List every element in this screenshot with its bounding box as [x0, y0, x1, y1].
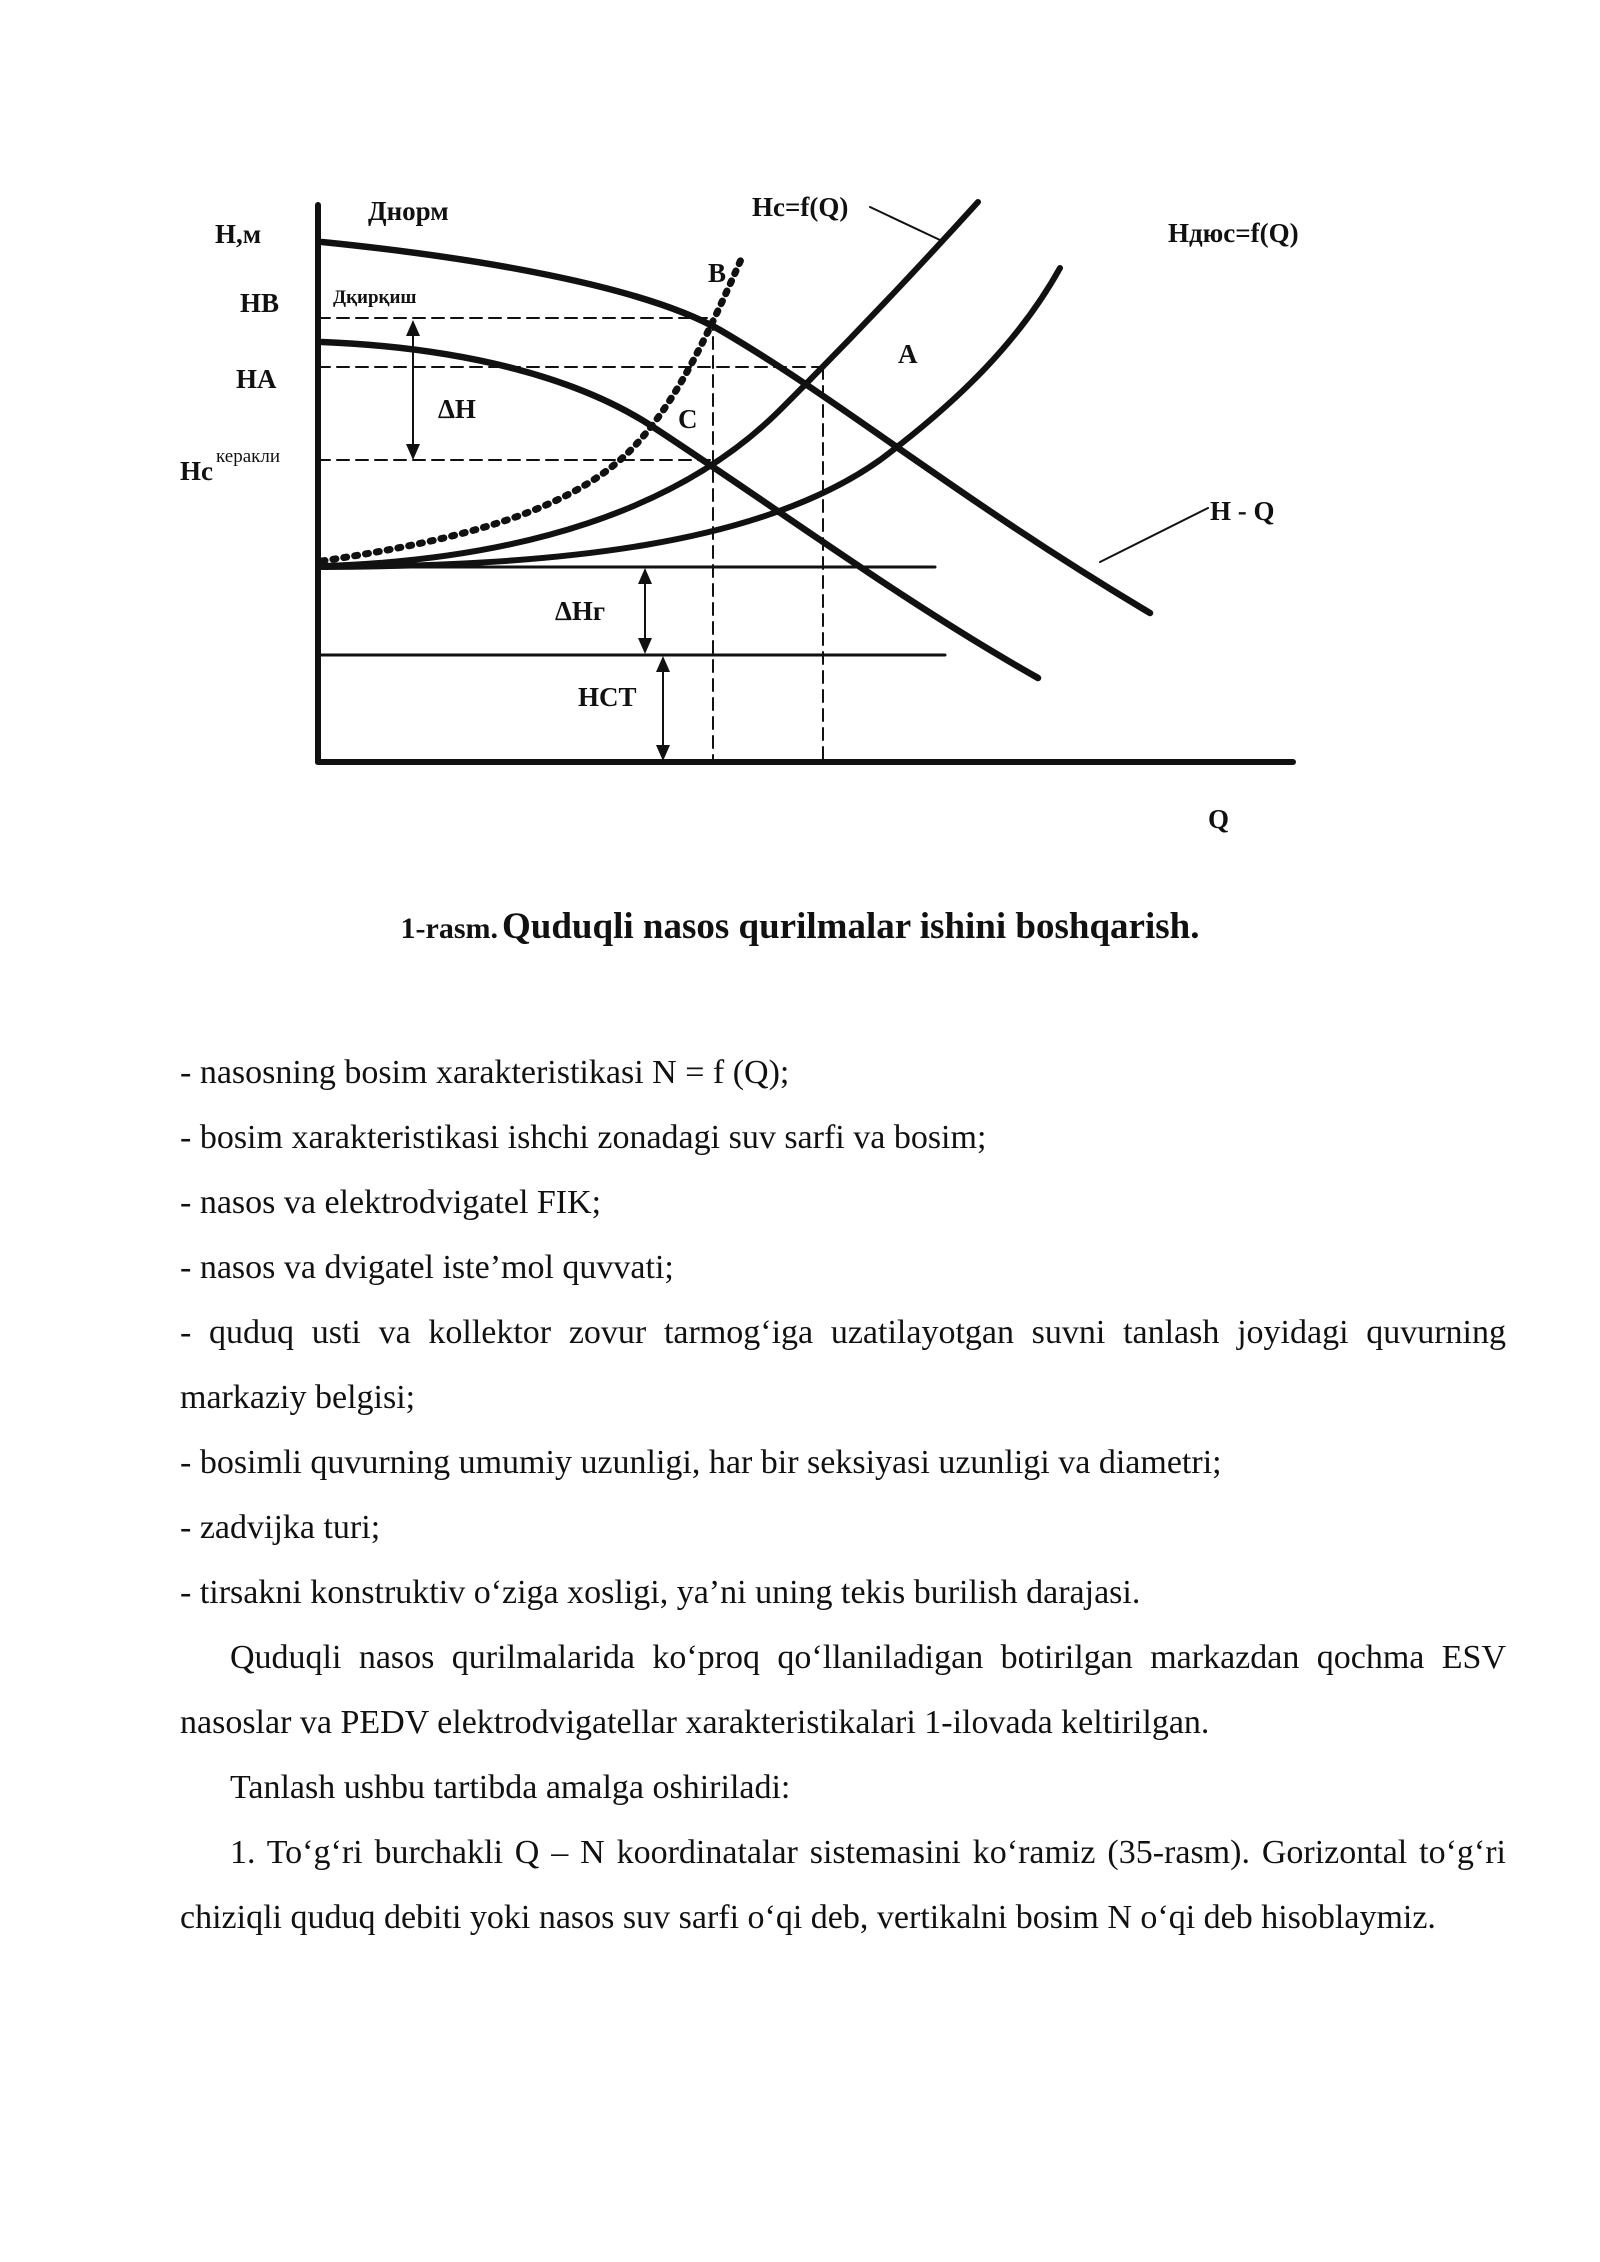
- label-d-norm: Днорм: [368, 196, 449, 226]
- list-item: - quduq usti va kollektor zovur tarmog‘iga uzatilayotgan suvni tanlash joyidagi quvurning markaziy belgisi;: [180, 1314, 1506, 1416]
- label-d-trimmed: Дқирқиш: [333, 287, 417, 308]
- list-item: - bosim xarakteristikasi ishchi zonadagi suv sarfi va bosim;: [180, 1119, 987, 1156]
- hq-leader-line: [1100, 508, 1208, 562]
- paragraph: 1. To‘g‘ri burchakli Q – N koordinatalar sistemasini ko‘ramiz (35-rasm). Gorizontal to‘g‘ri chiziqli quduq debiti yoki nasos suv sarfi o‘qi deb, vertikalni bosim N o‘qi deb hisoblaymiz.: [180, 1834, 1506, 1936]
- pump-characteristic-diagram: [150, 170, 1330, 850]
- label-q-axis: Q: [1208, 804, 1230, 834]
- delta-h-arrow-bottom: [406, 444, 420, 460]
- list-item: - zadvijka turi;: [180, 1509, 381, 1546]
- label-h-q: Н - Q: [1210, 496, 1275, 526]
- delta-hg-arrow-top: [638, 568, 652, 584]
- caption-number: 1-rasm.: [400, 912, 498, 945]
- curve-d-trimmed: [322, 342, 1038, 678]
- label-hdoc-fq: Ндюс=f(Q): [1168, 218, 1299, 248]
- label-h-c: Нс: [180, 456, 213, 486]
- paragraph: Quduqli nasos qurilmalarida ko‘proq qo‘llaniladigan botirilgan markazdan qochma ESV nasoslar va PEDV elektrodvigatellar xarakteristikalari 1-ilovada keltirilgan.: [180, 1639, 1506, 1741]
- label-h-b: НВ: [240, 288, 280, 318]
- label-h-c-required: керакли: [216, 446, 281, 467]
- label-hc-fq: Нс=f(Q): [752, 192, 849, 222]
- label-h-m: Н,м: [215, 219, 262, 249]
- paragraph: Tanlash ushbu tartibda amalga oshiriladi:: [230, 1769, 791, 1806]
- label-point-a: А: [898, 339, 918, 369]
- list-item: - nasos va dvigatel iste’mol quvvati;: [180, 1249, 674, 1286]
- label-point-c: С: [678, 404, 698, 434]
- label-point-b: В: [708, 258, 727, 288]
- label-delta-h: ΔН: [438, 394, 476, 424]
- hst-arrow-bottom: [656, 745, 670, 761]
- body-text: [180, 1040, 1506, 1950]
- label-delta-hg: ΔНг: [555, 596, 606, 626]
- hst-arrow-top: [656, 656, 670, 672]
- hc-leader-line: [870, 207, 940, 240]
- list-item: - nasos va elektrodvigatel FIK;: [180, 1184, 602, 1221]
- figure-caption: [0, 905, 1600, 948]
- list-item: - tirsakni konstruktiv o‘ziga xosligi, ya’ni uning tekis burilish darajasi.: [180, 1574, 1141, 1611]
- label-h-a: НА: [236, 364, 277, 394]
- label-h-st: НСТ: [578, 682, 637, 712]
- list-item: - nasosning bosim xarakteristikasi N = f (Q);: [180, 1054, 790, 1091]
- caption-title: Quduqli nasos qurilmalar ishini boshqarish.: [502, 906, 1200, 947]
- delta-hg-arrow-bottom: [638, 638, 652, 654]
- list-item: - bosimli quvurning umumiy uzunligi, har bir seksiyasi uzunligi va diametri;: [180, 1444, 1222, 1481]
- delta-h-arrow-top: [406, 320, 420, 336]
